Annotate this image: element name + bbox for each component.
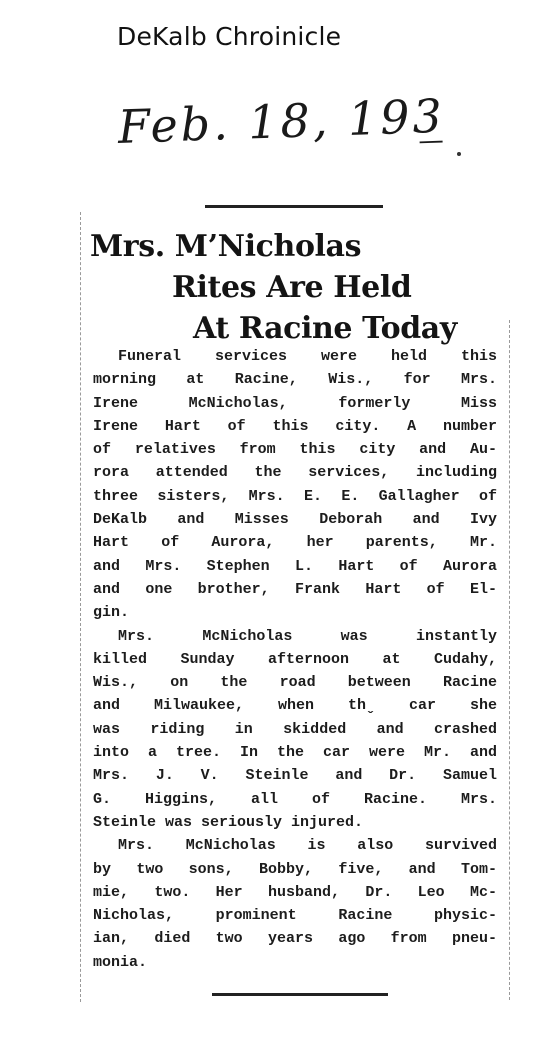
body-line: DeKalb and Misses Deborah and Ivy (93, 511, 497, 529)
body-line: Mrs. McNicholas was instantly (118, 627, 497, 645)
handwritten-date: Feb. 18, 193̲ (117, 88, 446, 154)
paragraph-2 (93, 625, 497, 835)
body-line: morning at Racine, Wis., for Mrs. (93, 371, 497, 389)
body-line: Irene Hart of this city. A number (93, 417, 497, 435)
body-line: Funeral services were held this (118, 348, 497, 365)
headline-line-3: At Racine Today (193, 311, 457, 346)
body-line: was riding in skidded and crashed (93, 720, 497, 738)
body-line: Mrs. McNicholas is also survived (118, 837, 497, 855)
body-line: three sisters, Mrs. E. E. Gallagher of (93, 487, 497, 505)
body-line: Wis., on the road between Racine (93, 674, 497, 692)
clipping-edge-right (509, 320, 510, 1000)
clipping-edge-left (80, 212, 81, 1002)
article-body (93, 345, 497, 974)
body-line: gin. (93, 604, 130, 622)
paragraph-3 (93, 834, 497, 974)
bottom-rule (212, 993, 388, 996)
stray-mark (457, 152, 461, 156)
headline (90, 226, 510, 349)
body-line: Irene McNicholas, formerly Miss (93, 394, 497, 412)
body-line: by two sons, Bobby, five, and Tom- (93, 860, 497, 878)
body-line: and Mrs. Stephen L. Hart of Aurora (93, 557, 497, 575)
body-line: rora attended the services, including (93, 464, 497, 482)
body-line: into a tree. In the car were Mr. and (93, 744, 497, 762)
body-line: Nicholas, prominent Racine physic- (93, 907, 497, 925)
body-line: of relatives from this city and Au- (93, 441, 497, 459)
body-line: killed Sunday afternoon at Cudahy, (93, 650, 497, 668)
source-label: DeKalb Chroinicle (117, 22, 342, 51)
body-line: mie, two. Her husband, Dr. Leo Mc- (93, 883, 497, 901)
body-line: Hart of Aurora, her parents, Mr. (93, 534, 497, 552)
body-line: G. Higgins, all of Racine. Mrs. (93, 790, 497, 808)
headline-line-1: Mrs. M’Nicholas (90, 229, 362, 264)
headline-line-2: Rites Are Held (172, 270, 412, 305)
top-rule (205, 205, 383, 208)
body-line: and one brother, Frank Hart of El- (93, 580, 497, 598)
body-line: monia. (93, 953, 148, 971)
body-line: and Milwaukee, when thˬ car she (93, 697, 497, 715)
body-line: ian, died two years ago from pneu- (93, 930, 497, 948)
body-line: Steinle was seriously injured. (93, 813, 364, 831)
body-line: Mrs. J. V. Steinle and Dr. Samuel (93, 767, 497, 785)
paragraph-1 (93, 345, 497, 625)
